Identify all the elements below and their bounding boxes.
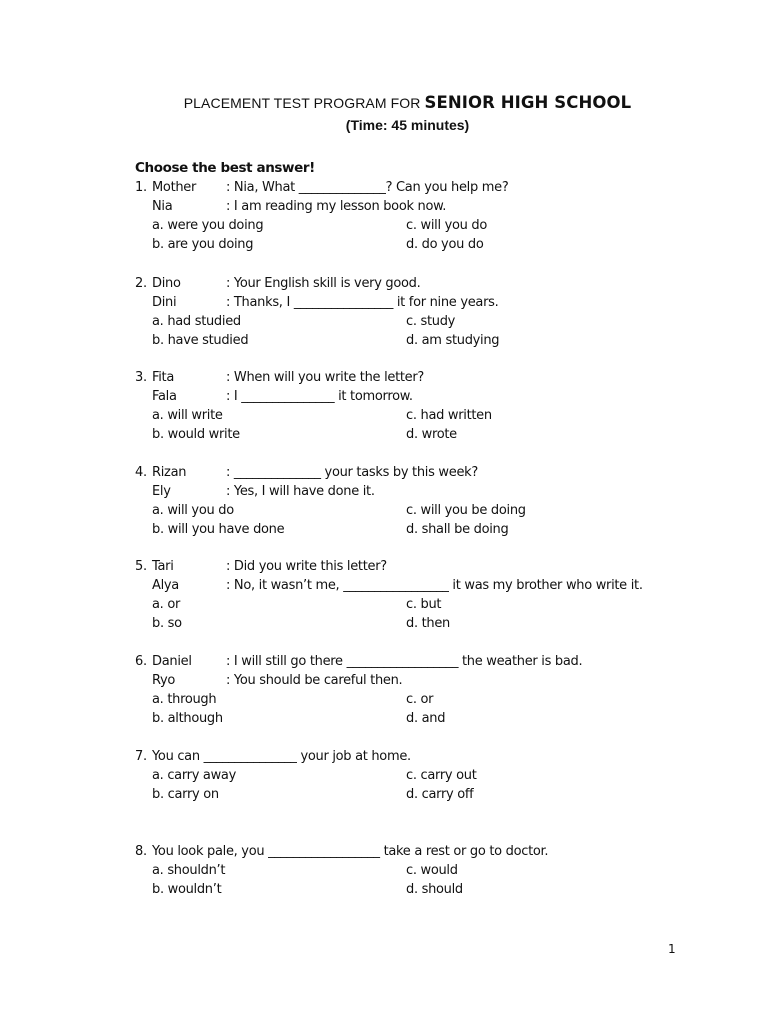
utterance: : ______________ your tasks by this week?: [226, 465, 478, 480]
question-number: 7.: [135, 749, 147, 764]
question-3: [135, 368, 695, 444]
option-d: d. shall be doing: [406, 522, 509, 537]
option-b: b. carry on: [152, 787, 219, 802]
speaker: Mother: [152, 180, 197, 195]
option-c: c. or: [406, 692, 434, 707]
option-d: d. should: [406, 882, 463, 897]
option-a: a. or: [152, 597, 181, 612]
question-4: [135, 463, 695, 539]
question-8: [135, 842, 695, 899]
utterance: : When will you write the letter?: [226, 370, 425, 385]
option-b: b. are you doing: [152, 237, 254, 252]
speaker: Dini: [152, 295, 177, 310]
title-emphasis: SENIOR HIGH SCHOOL: [424, 93, 632, 112]
option-d: d. carry off: [406, 787, 474, 802]
option-a: a. through: [152, 692, 217, 707]
option-a: a. will write: [152, 408, 223, 423]
option-b: b. although: [152, 711, 223, 726]
question-2: [135, 274, 695, 350]
utterance: : Nia, What ______________? Can you help me?: [226, 180, 509, 195]
page-subtitle: (Time: 45 minutes): [345, 117, 470, 133]
option-d: d. and: [406, 711, 446, 726]
option-c: c. had written: [406, 408, 492, 423]
speaker: Rizan: [152, 465, 187, 480]
question-number: 1.: [135, 180, 147, 195]
utterance: : You should be careful then.: [226, 673, 403, 688]
option-c: c. will you do: [406, 218, 488, 233]
utterance: : No, it wasn’t me, _________________ it was my brother who write it.: [226, 578, 643, 593]
question-number: 3.: [135, 370, 147, 385]
option-b: b. wouldn’t: [152, 882, 222, 897]
option-a: a. had studied: [152, 314, 241, 329]
option-c: c. but: [406, 597, 442, 612]
utterance: : Did you write this letter?: [226, 559, 387, 574]
instruction-heading: Choose the best answer!: [135, 160, 315, 176]
speaker: Ely: [152, 484, 171, 499]
question-number: 6.: [135, 654, 147, 669]
utterance: : I am reading my lesson book now.: [226, 199, 447, 214]
option-a: a. carry away: [152, 768, 236, 783]
option-a: a. shouldn’t: [152, 863, 226, 878]
question-sentence: You can _______________ your job at home.: [152, 749, 411, 764]
option-c: c. study: [406, 314, 456, 329]
speaker: Daniel: [152, 654, 192, 669]
speaker: Fala: [152, 389, 177, 404]
utterance: : Thanks, I ________________ it for nine years.: [226, 295, 499, 310]
page-number: 1: [668, 942, 676, 956]
page-title: [0, 93, 768, 112]
question-7: [135, 747, 695, 804]
option-b: b. will you have done: [152, 522, 285, 537]
utterance: : I will still go there __________________ the weather is bad.: [226, 654, 583, 669]
utterance: : I _______________ it tomorrow.: [226, 389, 413, 404]
question-sentence: You look pale, you __________________ take a rest or go to doctor.: [152, 844, 549, 859]
option-c: c. carry out: [406, 768, 477, 783]
option-c: c. would: [406, 863, 458, 878]
option-b: b. would write: [152, 427, 240, 442]
option-b: b. so: [152, 616, 182, 631]
title-prefix: PLACEMENT TEST PROGRAM FOR: [183, 95, 421, 111]
speaker: Nia: [152, 199, 173, 214]
utterance: : Your English skill is very good.: [226, 276, 421, 291]
option-d: d. do you do: [406, 237, 484, 252]
speaker: Dino: [152, 276, 181, 291]
question-number: 5.: [135, 559, 147, 574]
option-d: d. wrote: [406, 427, 457, 442]
question-number: 2.: [135, 276, 147, 291]
question-number: 4.: [135, 465, 147, 480]
speaker: Alya: [152, 578, 179, 593]
utterance: : Yes, I will have done it.: [226, 484, 375, 499]
option-d: d. am studying: [406, 333, 500, 348]
question-1: [135, 178, 695, 254]
option-a: a. will you do: [152, 503, 234, 518]
option-d: d. then: [406, 616, 450, 631]
speaker: Tari: [152, 559, 174, 574]
option-c: c. will you be doing: [406, 503, 526, 518]
question-number: 8.: [135, 844, 147, 859]
question-6: [135, 652, 695, 728]
speaker: Ryo: [152, 673, 176, 688]
option-a: a. were you doing: [152, 218, 264, 233]
question-5: [135, 557, 695, 633]
speaker: Fita: [152, 370, 175, 385]
option-b: b. have studied: [152, 333, 249, 348]
